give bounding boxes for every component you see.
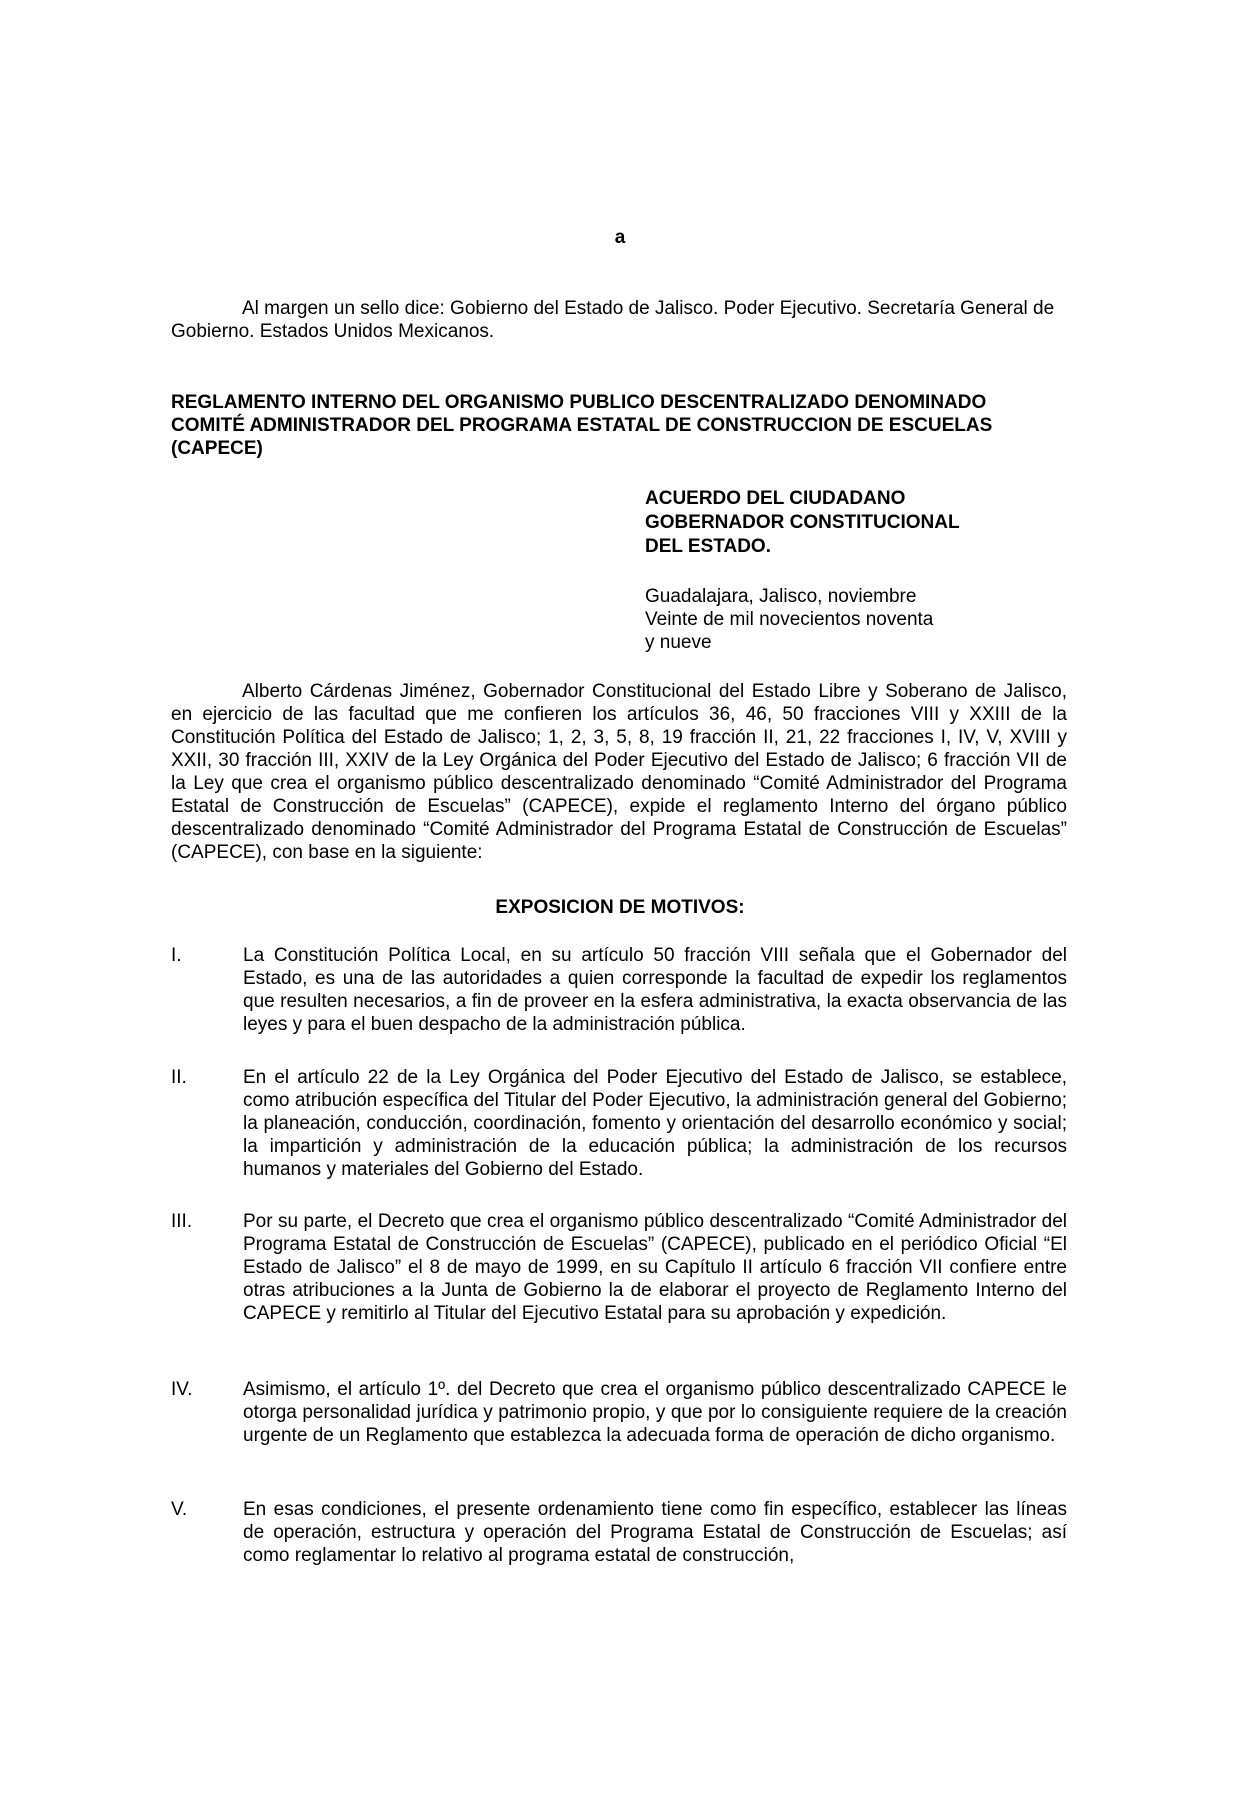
title-line-1: REGLAMENTO INTERNO DEL ORGANISMO PUBLICO DESCENTRALIZADO DENOMINADO: [171, 392, 987, 413]
agreement-line-2: GOBERNADOR CONSTITUCIONAL: [645, 512, 960, 533]
motive-text: Asimismo, el artículo 1º. del Decreto que crea el organismo público descentralizado CAPECE le otorga personalidad jurídica y patrimonio propio, y que por lo consiguiente requiere de la creación urgente de un Reglamento que establezca la adecuada forma de operación de dicho organismo.: [243, 1379, 1067, 1446]
motive-item: [171, 1210, 1067, 1325]
motive-text: En el artículo 22 de la Ley Orgánica del Poder Ejecutivo del Estado de Jalisco, se establece, como atribución específica del Titular del Poder Ejecutivo, la administración general del Gobierno; la planeación, conducción, coordinación, fomento y orientación del desarrollo económico y social; la impartición y administración de la educación pública; la administración de los recursos humanos y materiales del Gobierno del Estado.: [243, 1067, 1067, 1180]
document-title: [171, 391, 1071, 460]
title-line-2: COMITÉ ADMINISTRADOR DEL PROGRAMA ESTATAL DE CONSTRUCCION DE ESCUELAS: [171, 415, 993, 436]
motive-item: [171, 944, 1067, 1036]
motive-text: En esas condiciones, el presente ordenamiento tiene como fin específico, establecer las líneas de operación, estructura y operación del Programa Estatal de Construcción de Escuelas; así como reglamentar lo relativo al programa estatal de construcción,: [243, 1499, 1067, 1566]
place-date-line-2: Veinte de mil novecientos noventa: [645, 609, 934, 630]
motive-item: [171, 1378, 1067, 1447]
motive-number: IV.: [171, 1379, 193, 1400]
place-date-line-1: Guadalajara, Jalisco, noviembre: [645, 586, 917, 607]
motive-item: [171, 1066, 1067, 1181]
preamble-paragraph: Alberto Cárdenas Jiménez, Gobernador Constitucional del Estado Libre y Soberano de Jalisco, en ejercicio de las facultad que me confieren los artículos 36, 46, 50 fracciones VIII y XXIII de la Constitución Política del Estado de Jalisco; 1, 2, 3, 5, 8, 19 fracción II, 21, 22 fracciones I, IV, V, XVIII y XXII, 30 fracción III, XXIV de la Ley Orgánica del Poder Ejecutivo del Estado de Jalisco; 6 fracción VII de la Ley que crea el organismo público descentralizado denominado “Comité Administrador del Programa Estatal de Construcción de Escuelas” (CAPECE), expide el reglamento Interno del órgano público descentralizado denominado “Comité Administrador del Programa Estatal de Construcción de Escuelas” (CAPECE), con base en la siguiente:: [171, 681, 1067, 863]
agreement-line-3: DEL ESTADO.: [645, 536, 771, 557]
motive-number: II.: [171, 1067, 187, 1088]
motive-item: [171, 1498, 1067, 1567]
motive-number: III.: [171, 1211, 193, 1232]
motive-number: I.: [171, 945, 182, 966]
title-line-3: (CAPECE): [171, 438, 263, 459]
seal-intro-paragraph: Al margen un sello dice: Gobierno del Estado de Jalisco. Poder Ejecutivo. Secretaría General de Gobierno. Estados Unidos Mexicanos.: [171, 298, 1055, 342]
motive-text: Por su parte, el Decreto que crea el organismo público descentralizado “Comité Administrador del Programa Estatal de Construcción de Escuelas” (CAPECE), publicado en el periódico Oficial “El Estado de Jalisco” el 8 de mayo de 1999, en su Capítulo II artículo 6 fracción VII confiere entre otras atribuciones a la Junta de Gobierno la de elaborar el proyecto de Reglamento Interno del CAPECE y remitirlo al Titular del Ejecutivo Estatal para su aprobación y expedición.: [243, 1211, 1067, 1324]
place-and-date: [645, 585, 1065, 654]
place-date-line-3: y nueve: [645, 632, 712, 653]
agreement-heading: [645, 487, 1065, 559]
motive-number: V.: [171, 1499, 188, 1520]
motive-text: La Constitución Política Local, en su artículo 50 fracción VIII señala que el Gobernador del Estado, es una de las autoridades a quien corresponde la facultad de expedir los reglamentos que resulten necesarios, a fin de proveer en la esfera administrativa, la exacta observancia de las leyes y para el buen despacho de la administración pública.: [243, 945, 1067, 1035]
section-heading: EXPOSICION DE MOTIVOS:: [495, 897, 745, 918]
page-header-mark: a: [614, 227, 626, 248]
agreement-line-1: ACUERDO DEL CIUDADANO: [645, 488, 906, 509]
